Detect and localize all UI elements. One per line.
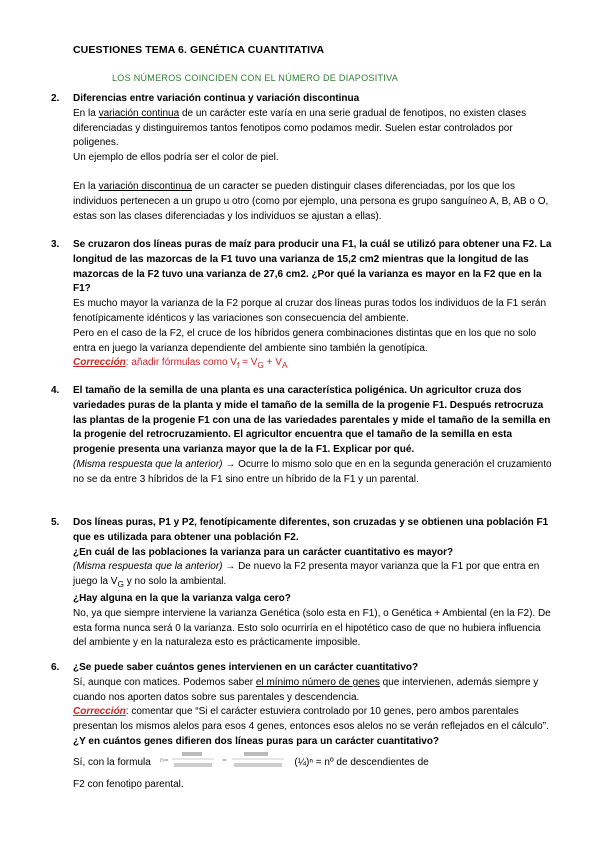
correction-label: Corrección: [73, 706, 126, 718]
answer-paragraph: Pero en el caso de la F2, el cruce de los híbridos genera combinaciones distintas que en los que no solo entra en juego la varianza dependiente del ambiente sino también la genotípica.: [73, 327, 537, 354]
answer-paragraph: No, ya que siempre interviene la varianza Genética (solo esta en F1), o Genética + Ambiental (en la F2). De esta forma nunca será 0 la varianza. Esto solo ocurriría en el hipotético caso de que no hubiera influencia del ambiente y en la naturaleza esto es prácticamente imposible.: [73, 607, 551, 649]
question-number: 6.: [51, 662, 60, 673]
question-number: 4.: [51, 385, 60, 396]
correction-label: Corrección: [73, 357, 126, 369]
page-title: CUESTIONES TEMA 6. GENÉTICA CUANTITATIVA: [73, 44, 325, 56]
term-variacion-continua: variación continua: [98, 107, 180, 119]
question-number: 2.: [51, 93, 60, 104]
question-number: 5.: [51, 517, 60, 528]
answer-paragraph: Sí, con la formula n= = (¼)ⁿ = nº de descendientes de: [73, 750, 553, 778]
reference-note: (Misma respuesta que la anterior): [73, 561, 223, 573]
question-title: Se cruzaron dos líneas puras de maíz para producir una F1, la cuál se utilizó para obtener una F2. La longitud de las mazorcas de la F1 tuvo una varianza de 15,2 cm2 mientras que la longitud de las mazorcas de la F2 tuvo una varianza de 27,6 cm2. ¿Por qué la varianza es mayor en la F2 que en la F1?: [73, 239, 552, 295]
page-subtitle: LOS NÚMEROS COINCIDEN CON EL NÚMERO DE DIAPOSITIVA: [112, 73, 399, 83]
answer-paragraph: Es mucho mayor la varianza de la F2 porque al cruzar dos líneas puras todos los individuos de la F1 serán fenotípicamente idénticos y las variaciones son consecuencia del ambiente.: [73, 298, 547, 324]
term-variacion-discontinua: variación discontinua: [98, 180, 192, 192]
reference-note: (Misma respuesta que la anterior): [73, 458, 223, 470]
answer-paragraph: (Misma respuesta que la anterior) → De nuevo la F2 presenta mayor varianza que la F1 por que entra en juego la $V_G$ y no solo la ambiental.: [73, 561, 540, 590]
question-title: El tamaño de la semilla de una planta es una característica poligénica. Un agricultor cruza dos variedades puras de la planta y mide el tamaño de la semilla de la progenie F1. Después retrocruza las plantas de la progenie F1 con una de las variedades parentales y mide el tamaño de la semilla en la progenie del retrocruzamiento. El agricultor encuentra que el tamaño de la semilla en esta progenie presenta una varianza mayor que la de la F1. Explicar por qué.: [73, 385, 551, 456]
answer-paragraph: En la variación discontinua de un caracter se pueden distinguir clases diferenciadas, por los que los individuos pertenecen a un grupo u otro (como por ejemplo, una persona es grupo sanguíneo A, B, AB o O, estas son las clases diferenciadas y los individuos se ajustan a ellas).: [73, 180, 549, 222]
answer-paragraph: En la variación continua de un carácter este varía en una serie gradual de fenotipos, no existen clases diferenciadas y distinguiremos tantos fenotipos como podamos medir. Suelen estar controlados por poligenes.: [73, 107, 527, 149]
answer-example: Un ejemplo de ellos podría ser el color de piel.: [73, 152, 279, 164]
question-title: Dos líneas puras, P1 y P2, fenotípicamente diferentes, son cruzadas y se obtienen una población F1 que es utilizada para obtener una población F2.: [73, 517, 549, 543]
sub-question: ¿Y en cuántos genes difieren dos líneas puras para un carácter cuantitativo?: [73, 735, 440, 747]
answer-paragraph: (Misma respuesta que la anterior) → Ocurre lo mismo solo que en en la segunda generación el cruzamiento no se da entre 3 híbridos de la F1 sino entre un híbrido de la F1 y un parental.: [73, 458, 552, 485]
formula-image: [158, 750, 288, 775]
sub-question: ¿Hay alguna en la que la varianza valga cero?: [73, 592, 291, 604]
svg-text:=: =: [221, 756, 227, 764]
question-number: 3.: [51, 239, 60, 250]
formula-graphic: [158, 750, 288, 772]
correction-note: Corrección: comentar que “Si el carácter estuviera controlado por 10 genes, pero ambos parentales presentan los mismos alelos para esos 4 genes, entonces esos alelos no se verán reflejados en el cálculo”.: [73, 706, 549, 733]
term-minimo-numero: el mínimo número de genes: [255, 676, 380, 688]
question-title: ¿Se puede saber cuántos genes intervienen en un carácter cuantitativo?: [73, 662, 419, 673]
answer-paragraph: F2 con fenotipo parental.: [73, 778, 184, 790]
correction-note: Corrección: añadir fórmulas como $V_f = V_G + V_A$: [73, 357, 288, 371]
sub-question: ¿En cuál de las poblaciones la varianza para un carácter cuantitativo es mayor?: [73, 546, 454, 558]
answer-paragraph: Sí, aunque con matices. Podemos saber el mínimo número de genes que intervienen, además siempre y cuando nos aporten datos sobre sus parentales y descendencia.: [73, 676, 539, 703]
svg-text:n=: n=: [159, 756, 169, 764]
question-title: Diferencias entre variación continua y variación discontinua: [73, 93, 360, 104]
